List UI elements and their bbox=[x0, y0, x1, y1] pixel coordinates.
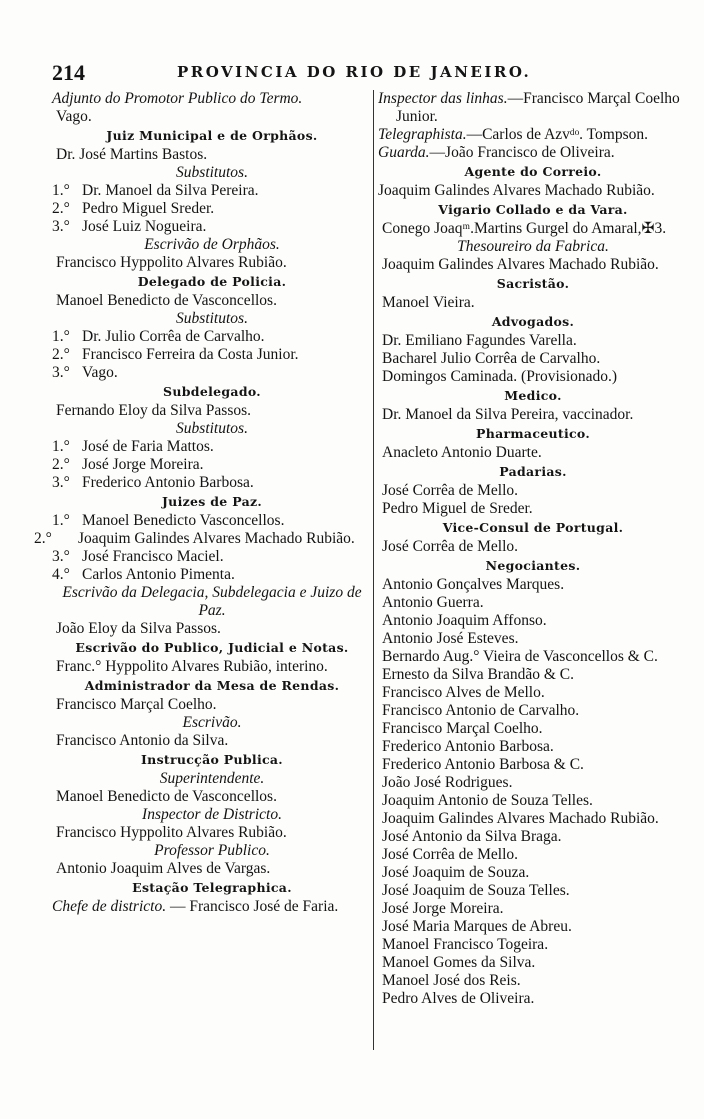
name-entry: Dr. Manoel da Silva Pereira, vaccinador. bbox=[382, 406, 634, 423]
entry-ordinal: 3.° bbox=[52, 474, 70, 491]
name-entry: Bernardo Aug.° Vieira de Vasconcellos & C. bbox=[382, 648, 658, 665]
entry-ordinal: 1.° bbox=[52, 328, 70, 345]
role-subheading: Inspector de Districto. bbox=[142, 806, 282, 823]
entry-ordinal: 2.° bbox=[52, 346, 70, 363]
entry-ordinal: 2.° bbox=[52, 200, 70, 217]
section-heading: Vigario Collado e da Vara. bbox=[438, 202, 628, 217]
section-heading: Juiz Municipal e de Orphãos. bbox=[106, 128, 318, 143]
entry-name: Francisco Ferreira da Costa Junior. bbox=[82, 346, 299, 363]
numbered-entry bbox=[52, 438, 372, 456]
name-entry: Pedro Miguel de Sreder. bbox=[382, 500, 533, 517]
role-subheading: Substitutos. bbox=[176, 310, 248, 327]
role-subheading: Professor Publico. bbox=[154, 842, 270, 859]
role-label: Guarda. bbox=[378, 144, 430, 161]
numbered-entry bbox=[52, 182, 372, 200]
role-subheading: Thesoureiro da Fabrica. bbox=[457, 238, 609, 255]
entry-ordinal: 3.° bbox=[52, 364, 70, 381]
numbered-entry bbox=[52, 346, 372, 364]
name-entry: Manoel Benedicto de Vasconcellos. bbox=[56, 788, 277, 805]
entry-ordinal: 1.° bbox=[52, 512, 70, 529]
name-entry: Joaquim Galindes Alvares Machado Rubião. bbox=[382, 256, 659, 273]
role-subheading: Superintendente. bbox=[159, 770, 265, 787]
section-heading: Pharmaceutico. bbox=[476, 426, 590, 441]
running-title: PROVINCIA DO RIO DE JANEIRO. bbox=[177, 63, 532, 81]
name-entry: Conego Joaqᵐ.Martins Gurgel do Amaral,✠3. bbox=[382, 220, 667, 237]
section-heading: Padarias. bbox=[499, 464, 567, 479]
role-subheading: Escrivão de Orphãos. bbox=[144, 236, 280, 253]
numbered-entry bbox=[52, 566, 372, 584]
name-entry: Manoel Gomes da Silva. bbox=[382, 954, 536, 971]
page-number: 214 bbox=[52, 60, 85, 85]
section-heading: Administrador da Mesa de Rendas. bbox=[84, 678, 340, 693]
name-entry: João José Rodrigues. bbox=[382, 774, 513, 791]
name-entry: Manoel Vieira. bbox=[382, 294, 475, 311]
name-entry: Manoel Francisco Togeira. bbox=[382, 936, 549, 953]
numbered-entry bbox=[34, 530, 372, 548]
name-entry: Francisco Alves de Mello. bbox=[382, 684, 545, 701]
name-entry: Manoel Benedicto de Vasconcellos. bbox=[56, 292, 277, 309]
role-entry bbox=[378, 144, 688, 162]
entry-name: Frederico Antonio Barbosa. bbox=[82, 474, 254, 491]
entry-name: Dr. Manoel da Silva Pereira. bbox=[82, 182, 259, 199]
name-entry: Frederico Antonio Barbosa & C. bbox=[382, 756, 584, 773]
entry-ordinal: 1.° bbox=[52, 182, 70, 199]
section-heading: Escrivão do Publico, Judicial e Notas. bbox=[75, 640, 349, 655]
name-entry: José Maria Marques de Abreu. bbox=[382, 918, 572, 935]
entry-ordinal: 1.° bbox=[52, 438, 70, 455]
entry-name: Manoel Benedicto Vasconcellos. bbox=[82, 512, 285, 529]
role-label: Inspector das linhas. bbox=[378, 90, 508, 107]
name-entry: José Jorge Moreira. bbox=[382, 900, 504, 917]
name-entry: Bacharel Julio Corrêa de Carvalho. bbox=[382, 350, 601, 367]
name-entry: Francisco Antonio de Carvalho. bbox=[382, 702, 580, 719]
name-entry: Domingos Caminada. (Provisionado.) bbox=[382, 368, 618, 385]
name-entry: Joaquim Antonio de Souza Telles. bbox=[382, 792, 593, 809]
name-entry: Francisco Antonio da Silva. bbox=[56, 732, 229, 749]
name-entry: Franc.° Hyppolito Alvares Rubião, interino. bbox=[56, 658, 328, 675]
role-label: Telegraphista. bbox=[378, 126, 467, 143]
name-entry: Antonio José Esteves. bbox=[382, 630, 519, 647]
name-entry: José Joaquim de Souza. bbox=[382, 864, 530, 881]
role-entry bbox=[378, 126, 688, 144]
name-entry: Pedro Alves de Oliveira. bbox=[382, 990, 535, 1007]
numbered-entry bbox=[52, 364, 372, 382]
section-heading: Negociantes. bbox=[485, 558, 581, 573]
entry-name: Carlos Antonio Pimenta. bbox=[82, 566, 235, 583]
name-entry: Dr. José Martins Bastos. bbox=[56, 146, 208, 163]
entry-ordinal: 4.° bbox=[52, 566, 70, 583]
section-heading: Juizes de Paz. bbox=[161, 494, 263, 509]
role-subheading: Substitutos. bbox=[176, 420, 248, 437]
name-entry: Antonio Joaquim Affonso. bbox=[382, 612, 547, 629]
name-entry: Antonio Gonçalves Marques. bbox=[382, 576, 565, 593]
page-header bbox=[52, 60, 680, 84]
section-heading: Advogados. bbox=[491, 314, 575, 329]
section-heading: Medico. bbox=[504, 388, 562, 403]
entry-name: Pedro Miguel Sreder. bbox=[82, 200, 215, 217]
name-entry: Anacleto Antonio Duarte. bbox=[382, 444, 542, 461]
role-label: Chefe de districto. bbox=[52, 898, 167, 915]
name-entry: Antonio Guerra. bbox=[382, 594, 484, 611]
name-entry: Frederico Antonio Barbosa. bbox=[382, 738, 554, 755]
role-subheading: Adjunto do Promotor Publico do Termo. bbox=[52, 90, 303, 107]
entry-name: José Luiz Nogueira. bbox=[82, 218, 207, 235]
left-column bbox=[34, 90, 372, 916]
name-entry: Francisco Marçal Coelho. bbox=[382, 720, 543, 737]
name-entry: José Joaquim de Souza Telles. bbox=[382, 882, 570, 899]
entry-ordinal: 2.° bbox=[34, 530, 52, 547]
role-entry bbox=[52, 898, 372, 916]
entry-name: —João Francisco de Oliveira. bbox=[429, 144, 615, 161]
name-entry: Manoel José dos Reis. bbox=[382, 972, 521, 989]
role-subheading: Substitutos. bbox=[176, 164, 248, 181]
entry-name: —Carlos de Azvᵈᵒ. Tompson. bbox=[466, 126, 648, 143]
name-entry: Francisco Hyppolito Alvares Rubião. bbox=[56, 824, 287, 841]
numbered-entry bbox=[52, 218, 372, 236]
numbered-entry bbox=[52, 474, 372, 492]
name-entry: Francisco Marçal Coelho. bbox=[56, 696, 217, 713]
numbered-entry bbox=[52, 456, 372, 474]
entry-ordinal: 3.° bbox=[52, 218, 70, 235]
name-entry: João Eloy da Silva Passos. bbox=[56, 620, 221, 637]
name-entry: Antonio Joaquim Alves de Vargas. bbox=[56, 860, 271, 877]
entry-name: Vago. bbox=[82, 364, 118, 381]
name-entry: Dr. Emiliano Fagundes Varella. bbox=[382, 332, 577, 349]
entry-name: José de Faria Mattos. bbox=[82, 438, 214, 455]
name-entry: Francisco Hyppolito Alvares Rubião. bbox=[56, 254, 287, 271]
name-entry: José Corrêa de Mello. bbox=[382, 846, 519, 863]
numbered-entry bbox=[52, 328, 372, 346]
section-heading: Instrucção Publica. bbox=[141, 752, 283, 767]
name-entry: Joaquim Galindes Alvares Machado Rubião. bbox=[382, 810, 659, 827]
name-entry: Ernesto da Silva Brandão & C. bbox=[382, 666, 574, 683]
entry-name: Joaquim Galindes Alvares Machado Rubião. bbox=[78, 530, 355, 547]
entry-ordinal: 2.° bbox=[52, 456, 70, 473]
entry-name: — Francisco José de Faria. bbox=[166, 898, 339, 915]
name-entry: Fernando Eloy da Silva Passos. bbox=[56, 402, 252, 419]
role-subheading: Escrivão. bbox=[182, 714, 242, 731]
entry-name: Dr. Julio Corrêa de Carvalho. bbox=[82, 328, 265, 345]
name-entry: José Corrêa de Mello. bbox=[382, 482, 519, 499]
entry-name: José Francisco Maciel. bbox=[82, 548, 224, 565]
name-entry: Vago. bbox=[56, 108, 92, 125]
section-heading: Delegado de Policia. bbox=[137, 274, 287, 289]
numbered-entry bbox=[52, 548, 372, 566]
right-column bbox=[373, 90, 688, 1050]
section-heading: Vice-Consul de Portugal. bbox=[442, 520, 624, 535]
entry-name: —Francisco Marçal Coelho Junior. bbox=[396, 90, 680, 125]
numbered-entry bbox=[52, 512, 372, 530]
name-entry: Joaquim Galindes Alvares Machado Rubião. bbox=[378, 182, 655, 199]
entry-ordinal: 3.° bbox=[52, 548, 70, 565]
section-heading: Subdelegado. bbox=[163, 384, 261, 399]
name-entry: José Antonio da Silva Braga. bbox=[382, 828, 562, 845]
entry-name: José Jorge Moreira. bbox=[82, 456, 204, 473]
section-heading: Sacristão. bbox=[496, 276, 570, 291]
section-heading: Agente do Correio. bbox=[464, 164, 602, 179]
section-heading: Estação Telegraphica. bbox=[132, 880, 292, 895]
role-subheading: Escrivão da Delegacia, Subdelegacia e Juizo de Paz. bbox=[62, 584, 362, 619]
name-entry: José Corrêa de Mello. bbox=[382, 538, 519, 555]
role-entry bbox=[378, 90, 688, 126]
numbered-entry bbox=[52, 200, 372, 218]
